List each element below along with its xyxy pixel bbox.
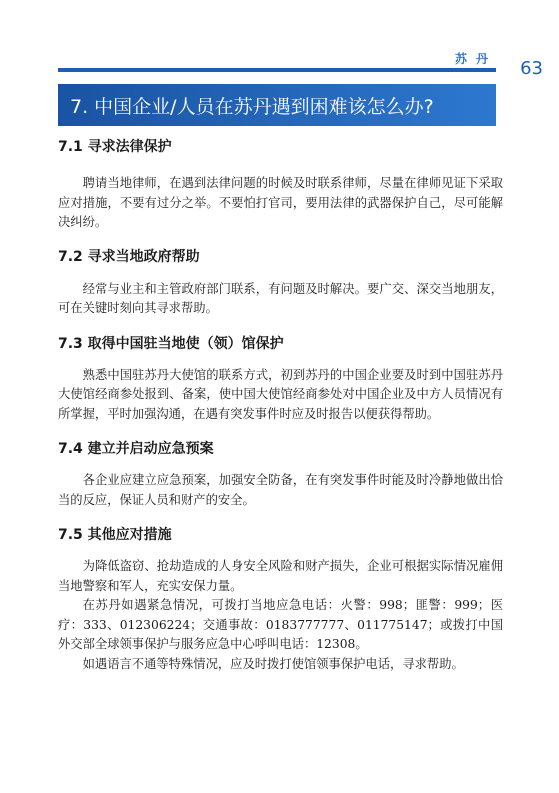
page-number: 63 <box>520 58 543 79</box>
header-rule <box>58 68 496 72</box>
section-title: 7.2 寻求当地政府帮助 <box>58 248 200 265</box>
section-paragraph: 经常与业主和主管政府部门联系，有问题及时解决。要广交、深交当地朋友，可在关键时刻向其寻求帮助。 <box>58 281 503 315</box>
section-7-5 <box>58 524 503 674</box>
section-title: 7.3 取得中国驻当地使（领）馆保护 <box>58 335 284 352</box>
header-country: 苏丹 <box>454 52 497 66</box>
section-paragraph: 各企业应建立应急预案，加强安全防备，在有突发事件时能及时冷静地做出恰当的反应，保证人员和财产的安全。 <box>58 473 503 507</box>
section-7-2 <box>58 246 503 319</box>
section-paragraph: 熟悉中国驻苏丹大使馆的联系方式，初到苏丹的中国企业要及时到中国驻苏丹大使馆经商参处报到、备案，使中国大使馆经商参处对中国企业及中方人员情况有所掌握，平时加强沟通，在遇有突发事件时应及时报告以便获得帮助。 <box>58 367 503 421</box>
page-content <box>58 134 503 674</box>
section-title: 7.4 建立并启动应急预案 <box>58 441 214 457</box>
section-7-3 <box>58 333 503 425</box>
chapter-title: 7. 中国企业/人员在苏丹遇到困难该怎么办? <box>70 96 434 118</box>
section-title: 7.1 寻求法律保护 <box>58 139 172 155</box>
section-7-1 <box>58 136 503 233</box>
page-header <box>0 0 559 80</box>
section-title: 7.5 其他应对措施 <box>58 527 172 543</box>
section-7-4 <box>58 438 503 510</box>
section-paragraph: 为降低盗窃、抢劫造成的人身安全风险和财产损失，企业可根据实际情况雇佣当地警察和军人，充实安保力量。 <box>58 559 503 593</box>
section-paragraph: 聘请当地律师，在遇到法律问题的时候及时联系律师，尽量在律师见证下采取应对措施，不要有过分之举。不要怕打官司，要用法律的武器保护自己，尽可能解决纠纷。 <box>58 176 503 229</box>
chapter-title-bar <box>58 84 496 126</box>
section-paragraph: 如遇语言不通等特殊情况，应及时拨打使馆领事保护电话，寻求帮助。 <box>82 656 464 671</box>
section-paragraph: 在苏丹如遇紧急情况，可拨打当地应急电话：火警：998；匪警：999；医疗：333、012306224；交通事故：0183777777、011775147；或拨打中国外交部全球领事保护与服务应急中心呼叫电话：12308。 <box>58 598 503 651</box>
